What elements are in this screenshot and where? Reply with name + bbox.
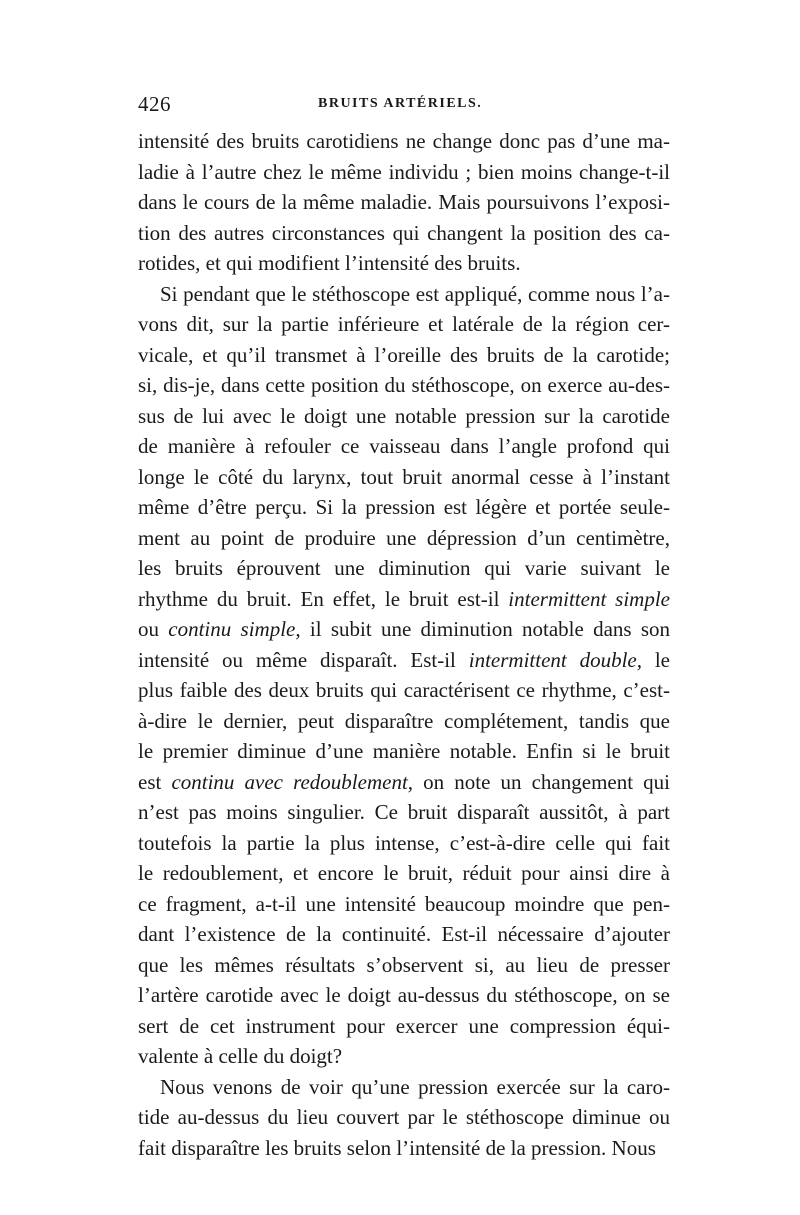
text-run: sus de lui avec le doigt une notable pression sur la carotide xyxy=(138,403,670,428)
text-run: plus faible des deux bruits qui caractérisent ce rhythme, c’est- xyxy=(138,678,670,702)
running-title: BRUITS ARTÉRIELS. xyxy=(318,96,483,111)
text-run: ce fragment, a-t-il une intensité beaucoup moindre que pen- xyxy=(138,891,670,916)
text-run: valente à celle du doigt? xyxy=(138,1044,343,1068)
text-line xyxy=(138,1041,670,1072)
text-run: intensité des bruits carotidiens ne change donc pas d’une ma- xyxy=(138,129,670,153)
text-run: même d’être perçu. Si la pression est légère et portée seule- xyxy=(138,495,670,519)
text-run: n’est pas moins singulier. Ce bruit disparaît aussitôt, à part xyxy=(138,800,670,824)
text-run: sert de cet instrument pour exercer une compression équi- xyxy=(138,1013,670,1038)
text-run: à-dire le dernier, peut disparaître complétement, tandis que xyxy=(138,708,670,733)
text-line xyxy=(138,858,670,889)
text-line xyxy=(138,797,670,828)
text-run: dant l’existence de la continuité. Est-il nécessaire d’ajouter xyxy=(138,922,670,946)
text-line xyxy=(138,187,670,218)
text-line xyxy=(138,889,670,920)
body-text xyxy=(138,126,670,1163)
text-line xyxy=(138,1102,670,1133)
text-line xyxy=(138,950,670,981)
text-line xyxy=(138,706,670,737)
text-run: ment au point de produire une dépression d’un centimètre, xyxy=(138,525,670,550)
text-run: il subit une diminution notable dans son xyxy=(300,617,670,641)
text-run: Si pendant que le stéthoscope est appliqué, comme nous l’a- xyxy=(160,281,670,306)
text-line xyxy=(138,126,670,157)
text-line xyxy=(138,157,670,188)
text-line xyxy=(138,370,670,401)
text-line xyxy=(138,614,670,645)
text-run: si, dis-je, dans cette position du stéthoscope, on exerce au-des- xyxy=(138,373,670,397)
text-run: rotides, et qui modifient l’intensité des bruits. xyxy=(138,251,521,275)
text-line xyxy=(138,401,670,432)
italic-text: intermittent simple xyxy=(508,586,670,611)
running-head xyxy=(138,92,668,120)
text-run: vons dit, sur la partie inférieure et latérale de la région cer- xyxy=(138,312,670,336)
text-run: longe le côté du larynx, tout bruit anormal cesse à l’instant xyxy=(138,464,670,489)
text-run: fait disparaître les bruits selon l’intensité de la pression. Nous xyxy=(138,1135,656,1160)
page-number: 426 xyxy=(138,92,171,116)
text-line xyxy=(138,584,670,615)
text-line xyxy=(138,431,670,462)
text-line xyxy=(138,553,670,584)
text-line xyxy=(138,919,670,950)
text-run: les bruits éprouvent une diminution qui varie suivant le xyxy=(138,556,670,580)
text-line xyxy=(138,279,670,310)
text-line xyxy=(138,1011,670,1042)
text-run: rhythme du bruit. En effet, le bruit est-il xyxy=(138,586,509,611)
text-line xyxy=(138,309,670,340)
text-line xyxy=(138,340,670,371)
text-run: le premier diminue d’une manière notable. Enfin si le bruit xyxy=(138,739,670,763)
text-run: Nous venons de voir qu’une pression exercée sur la caro- xyxy=(160,1074,670,1099)
text-line xyxy=(138,828,670,859)
text-run: ladie à l’autre chez le même individu ; bien moins change-t-il xyxy=(138,159,670,184)
paragraph xyxy=(138,126,670,279)
text-line xyxy=(138,767,670,798)
italic-text: continu avec redoublement, xyxy=(171,769,414,794)
text-line xyxy=(138,492,670,523)
text-run: toutefois la partie la plus intense, c’est-à-dire celle qui fait xyxy=(138,830,670,855)
text-line xyxy=(138,218,670,249)
text-run: est xyxy=(138,769,172,794)
text-line xyxy=(138,462,670,493)
text-run: ou xyxy=(138,617,169,641)
text-run: tion des autres circonstances qui changent la position des ca- xyxy=(138,220,670,245)
text-run: vicale, et qu’il transmet à l’oreille des bruits de la carotide; xyxy=(138,342,670,367)
italic-text: continu simple, xyxy=(168,617,301,641)
text-run: tide au-dessus du lieu couvert par le stéthoscope diminue ou xyxy=(138,1105,670,1129)
text-line xyxy=(138,248,670,279)
text-run: dans le cours de la même maladie. Mais poursuivons l’exposi- xyxy=(138,190,670,214)
text-run: on note un changement qui xyxy=(413,769,670,794)
text-line xyxy=(138,675,670,706)
italic-text: intermittent double, xyxy=(468,647,642,672)
text-line xyxy=(138,645,670,676)
text-line xyxy=(138,980,670,1011)
text-line xyxy=(138,1072,670,1103)
paragraph xyxy=(138,279,670,1072)
text-run: le redoublement, et encore le bruit, réduit pour ainsi dire à xyxy=(138,861,670,885)
text-line xyxy=(138,523,670,554)
paragraph xyxy=(138,1072,670,1164)
text-run: que les mêmes résultats s’observent si, au lieu de presser xyxy=(138,952,670,977)
text-run: de manière à refouler ce vaisseau dans l’angle profond qui xyxy=(138,434,670,458)
text-run: l’artère carotide avec le doigt au-dessus du stéthoscope, on se xyxy=(138,983,670,1007)
text-line xyxy=(138,1133,670,1164)
text-line xyxy=(138,736,670,767)
text-run: le xyxy=(642,647,670,672)
text-run: intensité ou même disparaît. Est-il xyxy=(138,647,469,672)
